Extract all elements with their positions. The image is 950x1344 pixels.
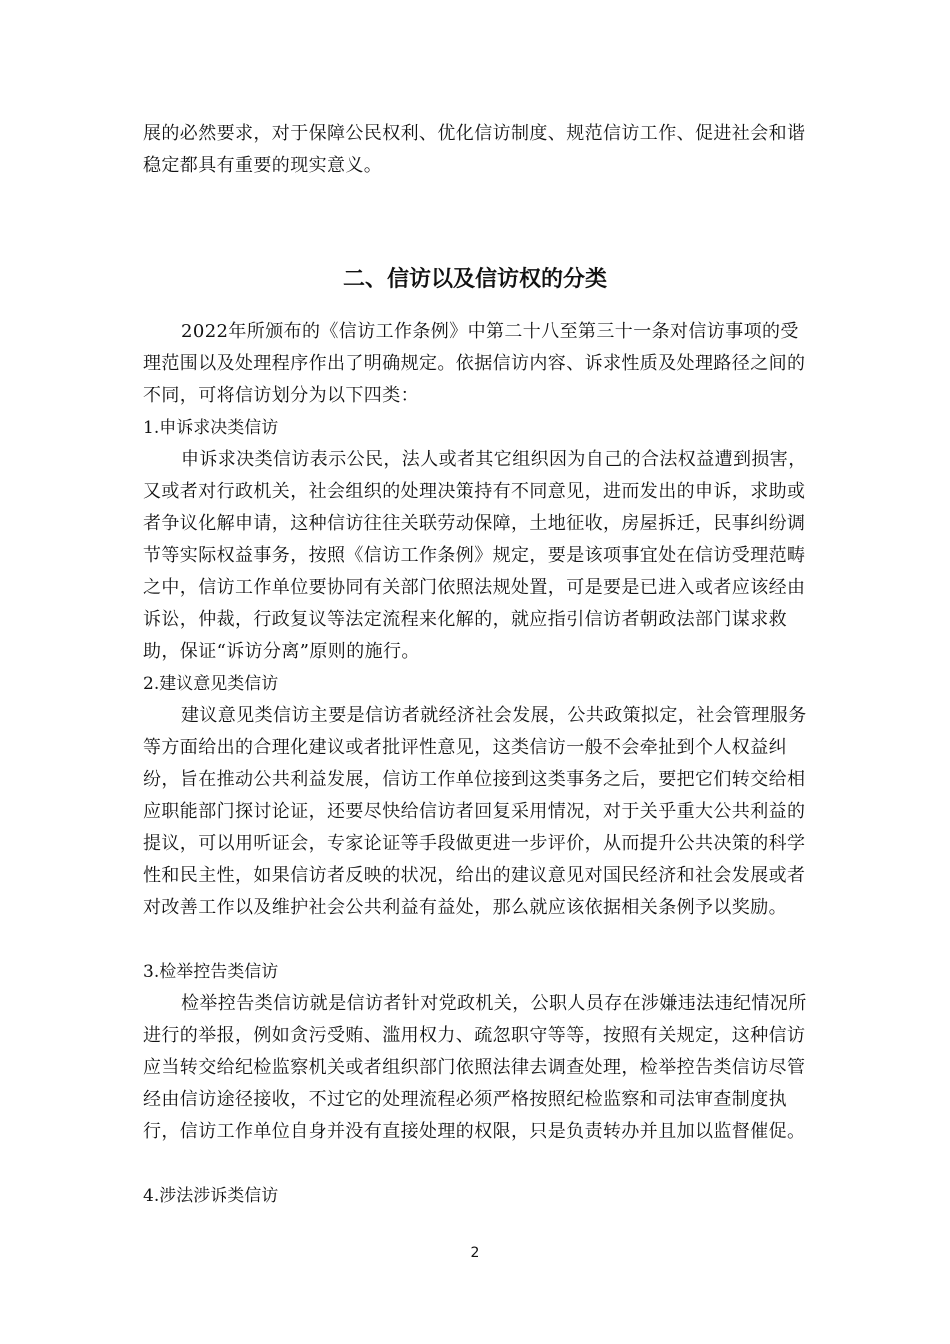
section-heading: 二、信访以及信访权的分类 [342, 267, 607, 292]
category-2-body: 建议意见类信访主要是信访者就经济社会发展，公共政策拟定，社会管理服务等方面给出的合理化建议或者批评性意见，这类信访一般不会牵扯到个人权益纠纷，旨在推动公共利益发展，信访工作单位接到这类事务之后，要把它们转交给相应职能部门探讨论证，还要尽快给信访者回复采用情况，对于关乎重大公共利益的提议，可以用听证会，专家论证等手段做更进一步评价，从而提升公共决策的科学性和民主性，如果信访者反映的状况，给出的建议意见对国民经济和社会发展或者对改善工作以及维护社会公共利益有益处，那么就应该依据相关条例予以奖励。 [143, 705, 807, 918]
category-3-label: 3.检举控告类信访 [143, 962, 279, 982]
intro-paragraph: 展的必然要求，对于保障公民权利、优化信访制度、规范信访工作、促进社会和谐稳定都具有重要的现实意义。 [143, 123, 806, 176]
category-1-label: 1.申诉求决类信访 [143, 418, 279, 438]
category-1-body: 申诉求决类信访表示公民，法人或者其它组织因为自己的合法权益遭到损害，又或者对行政机关，社会组织的处理决策持有不同意见，进而发出的申诉，求助或者争议化解申请，这种信访往往关联劳动保障，土地征收，房屋拆迁，民事纠纷调节等实际权益事务，按照《信访工作条例》规定，要是该项事宜处在信访受理范畴之中，信访工作单位要协同有关部门依照法规处置，可是要是已进入或者应该经由诉讼，仲裁，行政复议等法定流程来化解的，就应指引信访者朝政法部门谋求救助，保证“诉访分离”原则的施行。 [143, 449, 807, 662]
category-4-label: 4.涉法涉诉类信访 [143, 1186, 279, 1206]
page-number: 2 [470, 1245, 480, 1261]
section-intro-paragraph: 2022年所颁布的《信访工作条例》中第二十八至第三十一条对信访事项的受理范围以及处理程序作出了明确规定。依据信访内容、诉求性质及处理路径之间的不同，可将信访划分为以下四类： [143, 321, 806, 406]
category-2-label: 2.建议意见类信访 [143, 674, 279, 694]
category-3-body: 检举控告类信访就是信访者针对党政机关，公职人员存在涉嫌违法违纪情况所进行的举报，例如贪污受贿、滥用权力、疏忽职守等等，按照有关规定，这种信访应当转交给纪检监察机关或者组织部门依照法律去调查处理，检举控告类信访尽管经由信访途径接收，不过它的处理流程必须严格按照纪检监察和司法审查制度执行，信访工作单位自身并没有直接处理的权限，只是负责转办并且加以监督催促。 [143, 993, 807, 1142]
